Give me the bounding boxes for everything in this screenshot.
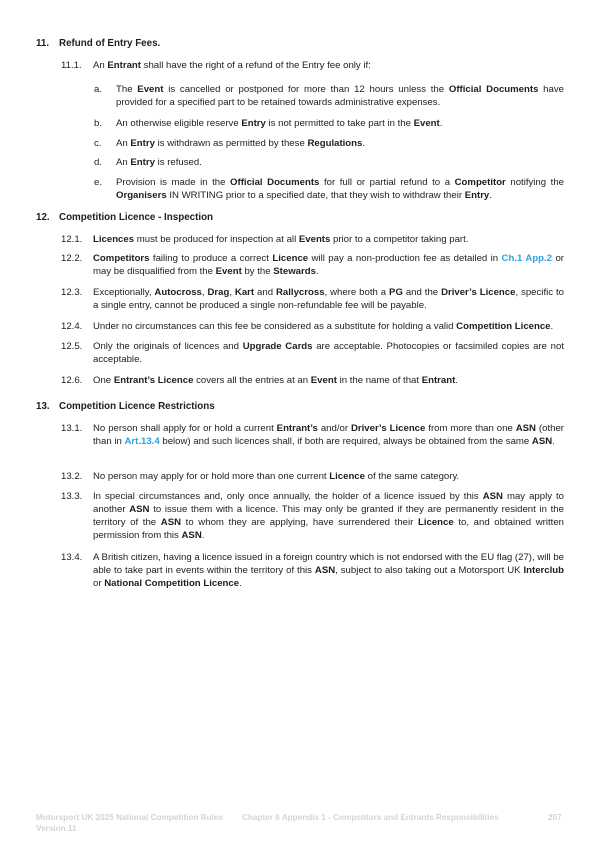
- clause-text: No person may apply for or hold more than one current Licence of the same category.: [93, 471, 460, 482]
- clause-12-5: [61, 340, 564, 366]
- subclause-text: The Event is cancelled or postponed for more than 12 hours unless the Official Documents have provided for a specified part to be retained towards administrative expenses.: [116, 84, 564, 108]
- subclause-letter: b.: [94, 118, 103, 129]
- clause-12-4: [61, 320, 564, 333]
- subclause-text: Provision is made in the Official Documents for full or partial refund to a Competitor notifying the Organisers IN WRITING prior to a specified date, that they wish to withdraw their Entry.: [116, 177, 565, 201]
- clause-number: 13.3.: [61, 491, 83, 502]
- clause-text: A British citizen, having a licence issued in a foreign country which is not endorsed with the EU flag (27), will be able to take part in events within the territory of this ASN, subject to also taking out a Motorsport UK Interclub or National Competition Licence.: [93, 552, 564, 589]
- clause-11-1-e: [94, 176, 564, 202]
- clause-12-2: [61, 252, 564, 278]
- footer-left: [36, 812, 223, 834]
- clause-13-3: [61, 490, 564, 542]
- cross-reference-link[interactable]: Art.13.4: [124, 436, 160, 447]
- clause-number: 13.4.: [61, 552, 83, 563]
- clause-text: No person shall apply for or hold a current Entrant’s and/or Driver’s Licence from more than one ASN (other than in Art.13.4 below) and such licences shall, if both are required, always be obtained from the same ASN.: [93, 423, 564, 447]
- clause-number: 12.6.: [61, 375, 83, 386]
- clause-11-1-a: [94, 83, 564, 109]
- footer-document-title: Motorsport UK 2025 National Competition Rules: [36, 813, 223, 822]
- clause-text: Exceptionally, Autocross, Drag, Kart and Rallycross, where both a PG and the Driver’s Licence, specific to a single entry, cannot be produced a single non-refundable fee will be payable.: [93, 287, 564, 311]
- cross-reference-link[interactable]: Ch.1 App.2: [501, 253, 553, 264]
- clause-13-2: [61, 470, 564, 483]
- footer-chapter-title: Chapter 6 Appendix 1 - Competitors and Entrants Responsibilities: [242, 813, 499, 822]
- clause-12-1: [61, 233, 564, 246]
- clause-11-1-c: [94, 137, 564, 150]
- clause-text: One Entrant’s Licence covers all the entries at an Event in the name of that Entrant.: [93, 375, 458, 386]
- subclause-letter: d.: [94, 157, 103, 168]
- clause-12-3: [61, 286, 564, 312]
- clause-12-6: [61, 374, 564, 387]
- footer-page-number: 207: [548, 813, 562, 822]
- section-number: 12.: [36, 212, 50, 223]
- clause-number: 11.1.: [61, 60, 82, 71]
- subclause-letter: a.: [94, 84, 103, 95]
- clause-13-1: [61, 422, 564, 448]
- section-title: Competition Licence - Inspection: [59, 212, 214, 223]
- section-title: Refund of Entry Fees.: [59, 38, 161, 49]
- clause-number: 13.2.: [61, 471, 83, 482]
- footer-version: Version 11: [36, 824, 77, 833]
- clause-text: In special circumstances and, only once annually, the holder of a licence issued by this ASN may apply to another ASN to issue them with a licence. This may only be granted if they are permanently resident in the territory of the ASN to whom they are applying, have surrendered their Licence to, and obtained written permission from this ASN.: [93, 491, 564, 541]
- subclause-letter: e.: [94, 177, 103, 188]
- section-12-heading: [36, 211, 566, 224]
- subclause-text: An Entry is withdrawn as permitted by these Regulations.: [116, 138, 366, 149]
- clause-13-4: [61, 551, 564, 590]
- clause-number: 12.4.: [61, 321, 83, 332]
- subclause-text: An otherwise eligible reserve Entry is not permitted to take part in the Event.: [116, 118, 443, 129]
- clause-11-1-d: [94, 156, 564, 169]
- clause-number: 12.1.: [61, 234, 83, 245]
- section-title: Competition Licence Restrictions: [59, 401, 215, 412]
- clause-text: Under no circumstances can this fee be considered as a substitute for holding a valid Competition Licence.: [93, 321, 554, 332]
- clause-text: Licences must be produced for inspection at all Events prior to a competitor taking part.: [93, 234, 469, 245]
- clause-number: 13.1.: [61, 423, 83, 434]
- clause-number: 12.5.: [61, 341, 83, 352]
- subclause-letter: c.: [94, 138, 102, 149]
- clause-11-1: [61, 59, 564, 72]
- clause-text: Only the originals of licences and Upgrade Cards are acceptable. Photocopies or facsimiled copies are not acceptable.: [93, 341, 564, 365]
- clause-11-1-b: [94, 117, 564, 130]
- clause-number: 12.3.: [61, 287, 83, 298]
- section-number: 11.: [36, 38, 50, 49]
- section-11-heading: [36, 37, 566, 50]
- clause-text: An Entrant shall have the right of a refund of the Entry fee only if:: [93, 60, 371, 71]
- clause-text: Competitors failing to produce a correct Licence will pay a non-production fee as detailed in Ch.1 App.2 or may be disqualified from the Event by the Stewards.: [93, 253, 564, 277]
- clause-number: 12.2.: [61, 253, 83, 264]
- subclause-text: An Entry is refused.: [116, 157, 202, 168]
- section-number: 13.: [36, 401, 50, 412]
- section-13-heading: [36, 400, 566, 413]
